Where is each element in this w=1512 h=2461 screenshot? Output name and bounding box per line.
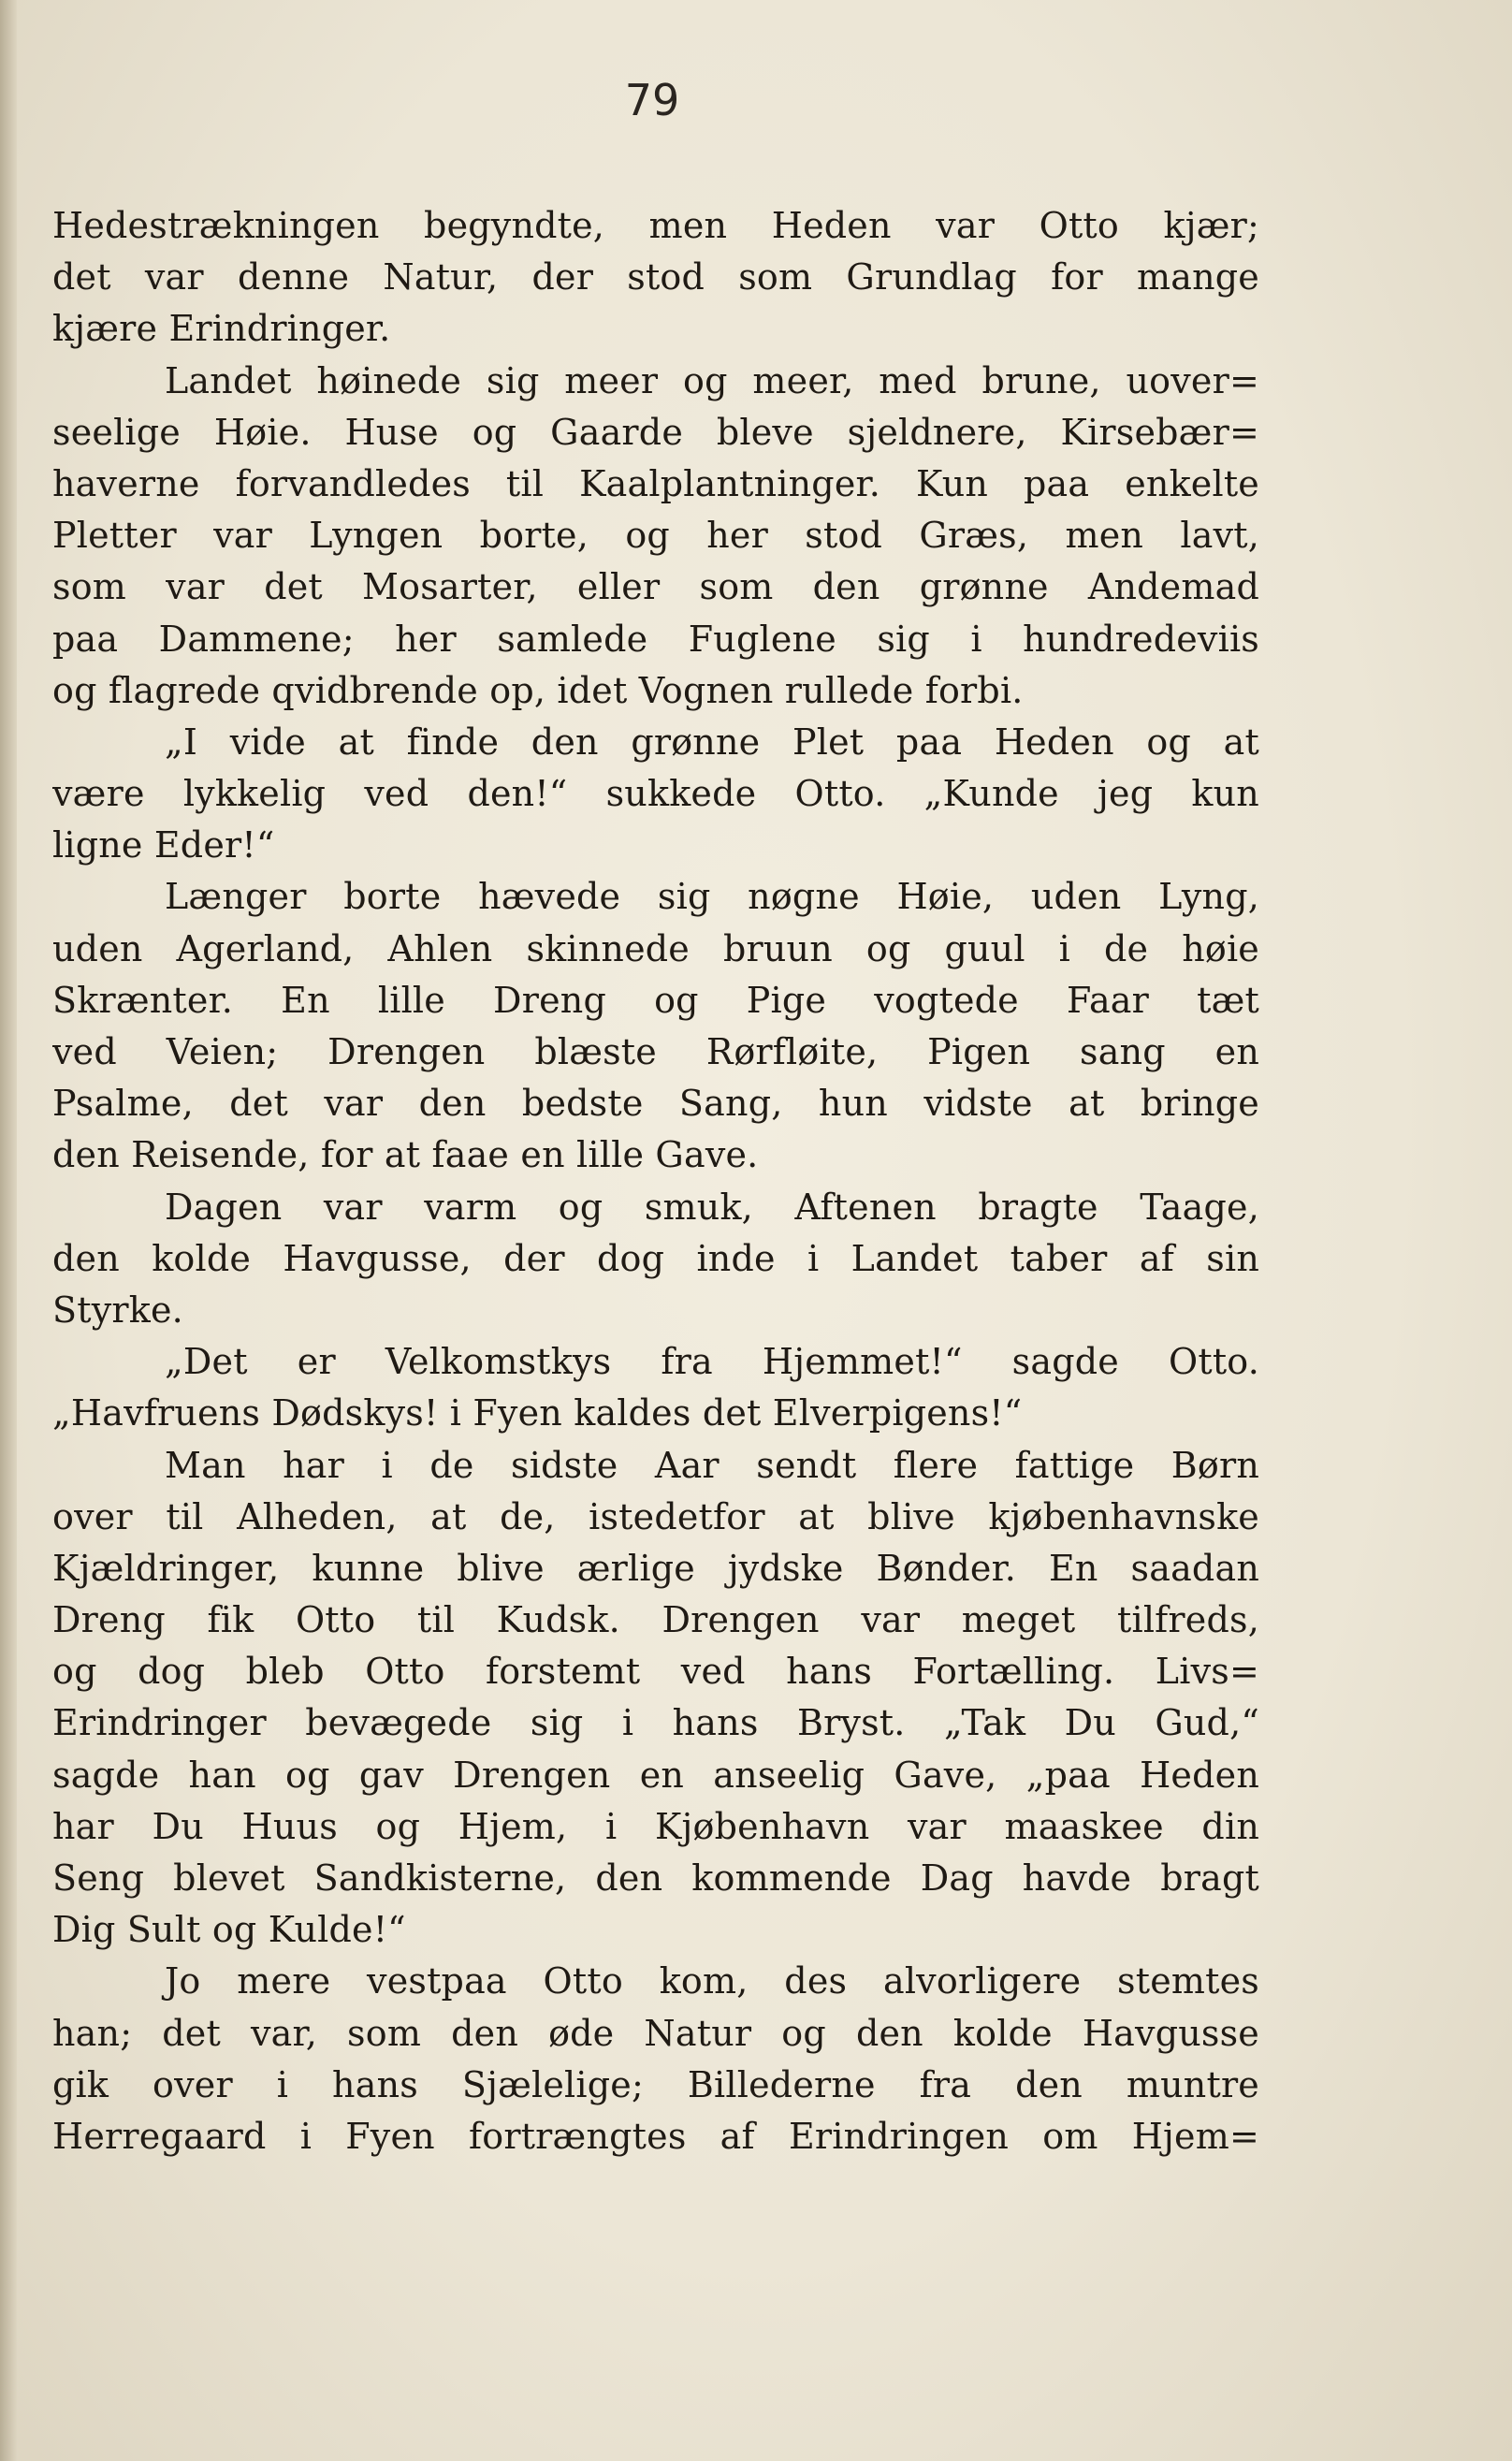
text-line: som var det Mosarter, eller som den grønne Andemad: [52, 566, 1259, 608]
text-line: Man har i de sidste Aar sendt flere fattige Børn: [165, 1444, 1259, 1486]
text-line: Jo mere vestpaa Otto kom, des alvorligere stemtes: [165, 1960, 1259, 2002]
text-line: „I vide at finde den grønne Plet paa Heden og at: [165, 721, 1259, 763]
text-line: han; det var, som den øde Natur og den kolde Havgusse: [52, 2012, 1259, 2054]
page-edge-shadow: [0, 0, 17, 2461]
text-line: Styrke.: [52, 1289, 183, 1331]
text-line: Dreng fik Otto til Kudsk. Drengen var meget tilfreds,: [52, 1599, 1259, 1641]
text-line: Erindringer bevægede sig i hans Bryst. „Tak Du Gud,“: [52, 1702, 1259, 1744]
text-line: ligne Eder!“: [52, 824, 275, 866]
text-line: det var denne Natur, der stod som Grundlag for mange: [52, 256, 1259, 299]
text-line: „Det er Velkomstkys fra Hjemmet!“ sagde Otto.: [165, 1341, 1259, 1383]
text-line: den kolde Havgusse, der dog inde i Landet taber af sin: [52, 1237, 1259, 1279]
text-line: Psalme, det var den bedste Sang, hun vidste at bringe: [52, 1083, 1259, 1125]
text-line: Længer borte hævede sig nøgne Høie, uden Lyng,: [165, 876, 1259, 918]
text-line: Pletter var Lyngen borte, og her stod Græs, men lavt,: [52, 515, 1259, 557]
text-line: over til Alheden, at de, istedetfor at blive kjøbenhavnske: [52, 1495, 1259, 1537]
text-line: Dagen var varm og smuk, Aftenen bragte Taage,: [165, 1186, 1259, 1228]
text-line: uden Agerland, Ahlen skinnede bruun og guul i de høie: [52, 927, 1259, 969]
text-line: Dig Sult og Kulde!“: [52, 1909, 406, 1951]
text-line: paa Dammene; her samlede Fuglene sig i hundredeviis: [52, 618, 1259, 660]
text-line: Landet høinede sig meer og meer, med brune, uover=: [165, 359, 1259, 401]
text-line: Skrænter. En lille Dreng og Pige vogtede Faar tæt: [52, 979, 1259, 1021]
page-number: 79: [624, 75, 680, 125]
bleed-through-text: [56, 0, 1460, 66]
text-line: sagde han og gav Drengen en anseelig Gave, „paa Heden: [52, 1754, 1259, 1796]
text-line: Seng blevet Sandkisterne, den kommende Dag havde bragt: [52, 1857, 1259, 1899]
text-line: være lykkelig ved den!“ sukkede Otto. „Kunde jeg kun: [52, 773, 1259, 815]
text-line: Hedestrækningen begyndte, men Heden var Otto kjær;: [52, 205, 1259, 246]
text-line: har Du Huus og Hjem, i Kjøbenhavn var maaskee din: [52, 1805, 1259, 1847]
text-line: Herregaard i Fyen fortrængtes af Erindringen om Hjem=: [52, 2115, 1259, 2157]
text-line: den Reisende, for at faae en lille Gave.: [52, 1134, 759, 1176]
text-line: „Havfruens Dødskys! i Fyen kaldes det Elverpigens!“: [52, 1392, 1023, 1434]
text-line: og flagrede qvidbrende op, idet Vognen rullede forbi.: [52, 669, 1024, 711]
text-line: seelige Høie. Huse og Gaarde bleve sjeldnere, Kirsebær=: [52, 411, 1259, 453]
body-text: [52, 200, 1259, 2162]
text-line: kjære Erindringer.: [52, 308, 391, 350]
text-line: Kjældringer, kunne blive ærlige jydske Bønder. En saadan: [52, 1547, 1259, 1589]
text-line: haverne forvandledes til Kaalplantninger. Kun paa enkelte: [52, 462, 1259, 504]
text-line: gik over i hans Sjælelige; Billederne fra den muntre: [52, 2063, 1259, 2105]
text-line: og dog bleb Otto forstemt ved hans Fortælling. Livs=: [52, 1651, 1259, 1693]
text-line: ved Veien; Drengen blæste Rørfløite, Pigen sang en: [52, 1031, 1259, 1072]
